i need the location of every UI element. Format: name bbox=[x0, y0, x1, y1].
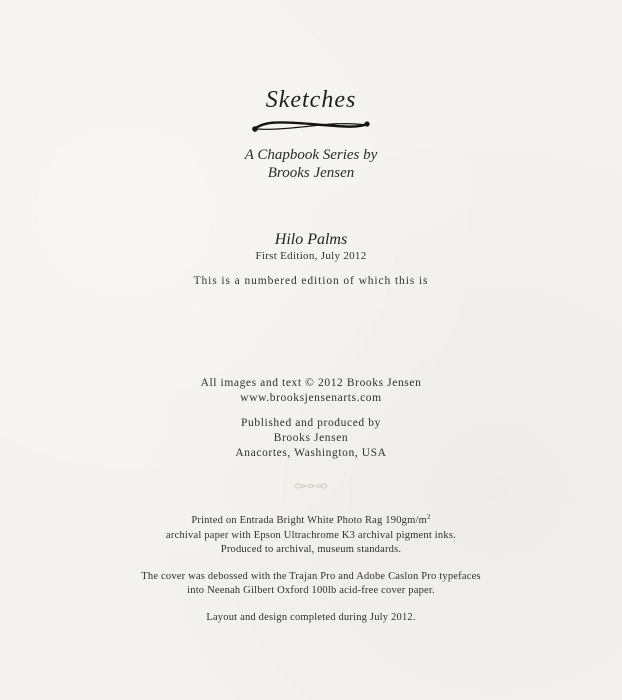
cover-paper-line: into Neenah Gilbert Oxford 100lb acid-free cover paper. bbox=[187, 585, 435, 596]
layout-completed-line: Layout and design completed during July 2012. bbox=[206, 612, 416, 623]
series-author: Brooks Jensen bbox=[267, 165, 355, 181]
publisher-name: Brooks Jensen bbox=[273, 432, 349, 444]
publisher-label: Published and produced by bbox=[241, 417, 381, 429]
copyright-line: All images and text © 2012 Brooks Jensen bbox=[200, 377, 422, 389]
series-title: Sketches bbox=[265, 87, 357, 113]
edition-line: First Edition, July 2012 bbox=[255, 250, 367, 262]
series-subtitle: A Chapbook Series by bbox=[244, 147, 378, 163]
numbered-edition-line: This is a numbered edition of which this is bbox=[193, 275, 429, 287]
swash-ornament-icon bbox=[250, 119, 372, 135]
cover-typeface-line: The cover was debossed with the Trajan Pro and Adobe Caslon Pro typefaces bbox=[141, 571, 481, 582]
book-title: Hilo Palms bbox=[274, 231, 348, 248]
archival-standards-line: Produced to archival, museum standards. bbox=[220, 544, 402, 555]
print-paper-line: Printed on Entrada Bright White Photo Rag $190gm/m^2$ bbox=[191, 513, 431, 526]
floral-divider-icon bbox=[293, 481, 329, 491]
publisher-location: Anacortes, Washington, USA bbox=[235, 447, 387, 459]
website-text: www.brooksjensenarts.com bbox=[240, 392, 382, 404]
print-ink-line: archival paper with Epson Ultrachrome K3 archival pigment inks. bbox=[166, 530, 456, 541]
